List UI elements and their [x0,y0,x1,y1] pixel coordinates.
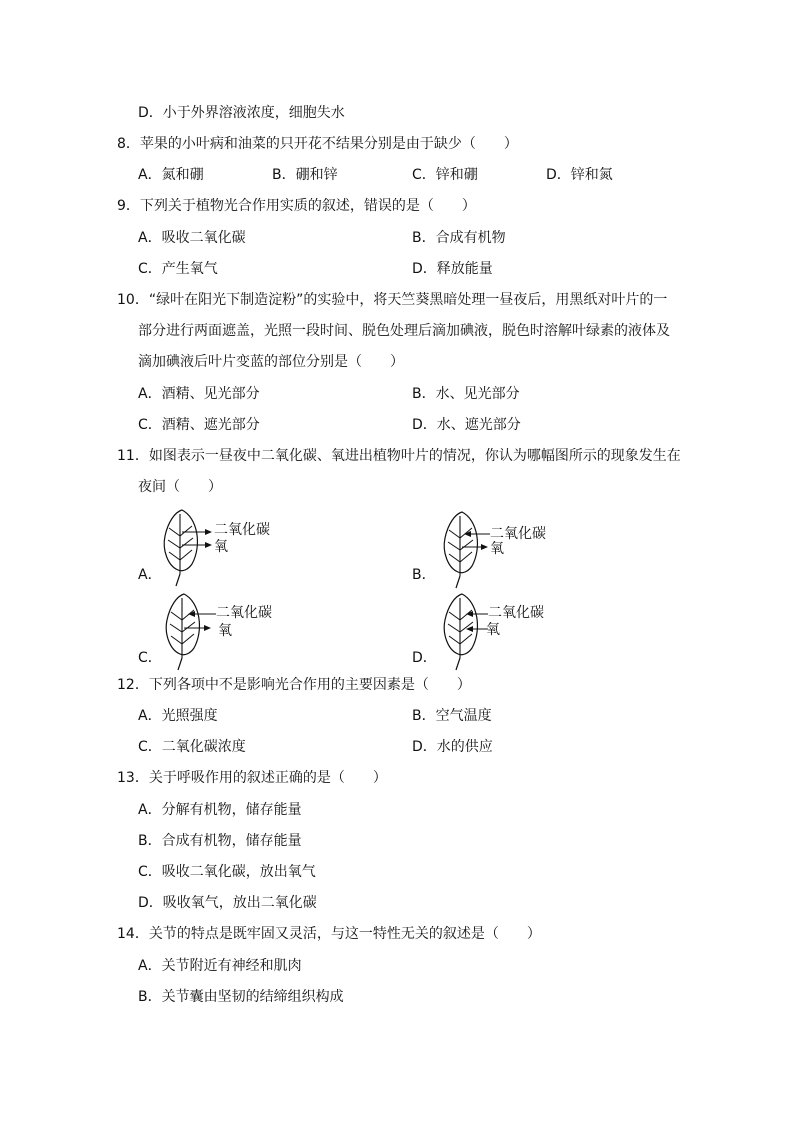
q13-option-b: B．合成有机物，储存能量 [138,833,302,849]
q11-figure-a-letter: A． [138,567,162,583]
q8-option-d: D．锌和氮 [546,167,613,183]
q8-option-a: A．氮和硼 [138,167,204,183]
q11-figure-c [164,592,314,672]
q8-stem: 8．苹果的小叶病和油菜的只开花不结果分别是由于缺少（ ） [117,136,518,152]
q13-option-a: A．分解有机物，储存能量 [138,802,302,818]
o2-label-b: 氧 [490,541,504,557]
q14-option-a: A．关节附近有神经和肌肉 [138,958,302,974]
q9-stem: 9．下列关于植物光合作用实质的叙述，错误的是（ ） [117,198,476,214]
leaf-diagram-a [162,508,312,588]
q11-figure-b-letter: B． [412,567,436,583]
q14-option-b: B．关节囊由坚韧的结缔组织构成 [138,989,344,1005]
q11-figure-b [442,510,592,590]
q12-stem: 12．下列各项中不是影响光合作用的主要因素是（ ） [117,677,471,693]
q13-stem: 13．关于呼吸作用的叙述正确的是（ ） [117,770,387,786]
q10-stem-line-3: 滴加碘液后叶片变蓝的部位分别是（ ） [138,354,404,370]
co2-label-a: 二氧化碳 [214,522,270,538]
leaf-diagram-b [442,510,592,590]
q8-option-b: B．硼和锌 [272,167,338,183]
o2-label-a: 氧 [214,539,228,555]
q10-option-c: C．酒精、遮光部分 [138,417,260,433]
q9-option-b: B．合成有机物 [412,230,506,246]
q10-option-b: B．水、见光部分 [412,386,520,402]
leaf-diagram-c [164,592,314,672]
q12-option-b: B．空气温度 [412,708,492,724]
q10-stem-line-2: 部分进行两面遮盖，光照一段时间、脱色处理后滴加碘液，脱色时溶解叶绿素的液体及 [138,323,670,339]
q11-figure-d-letter: D． [412,650,437,666]
q9-option-c: C．产生氧气 [138,261,218,277]
q8-option-c: C．锌和硼 [412,167,478,183]
q11-figure-c-letter: C． [138,650,162,666]
o2-label-c: 氧 [218,623,232,639]
q13-option-c: C．吸收二氧化碳，放出氧气 [138,864,316,880]
q12-option-d: D．水的供应 [412,739,493,755]
q13-option-d: D．吸收氧气，放出二氧化碳 [138,895,317,911]
co2-label-b: 二氧化碳 [490,526,546,542]
q10-option-d: D．水、遮光部分 [412,417,521,433]
q9-option-d: D．释放能量 [412,261,493,277]
q11-figure-a [162,508,312,588]
q11-stem-line-1: 11．如图表示一昼夜中二氧化碳、氧进出植物叶片的情况，你认为哪幅图所示的现象发生在 [117,448,681,464]
q12-option-c: C．二氧化碳浓度 [138,739,246,755]
co2-label-d: 二氧化碳 [488,605,544,621]
q10-stem-line-1: 10．“绿叶在阳光下制造淀粉”的实验中，将天竺葵黑暗处理一昼夜后，用黑纸对叶片的一 [117,292,668,308]
q11-figure-d [442,592,592,672]
q10-option-a: A．酒精、见光部分 [138,386,260,402]
q12-option-a: A．光照强度 [138,708,218,724]
q7-option-d: D．小于外界溶液浓度，细胞失水 [138,105,345,121]
o2-label-d: 氧 [486,622,500,638]
q14-stem: 14．关节的特点是既牢固又灵活，与这一特性无关的叙述是（ ） [117,926,541,942]
q9-option-a: A．吸收二氧化碳 [138,230,246,246]
leaf-diagram-d [442,592,592,672]
co2-label-c: 二氧化碳 [216,605,272,621]
q11-stem-line-2: 夜间（ ） [138,479,222,495]
